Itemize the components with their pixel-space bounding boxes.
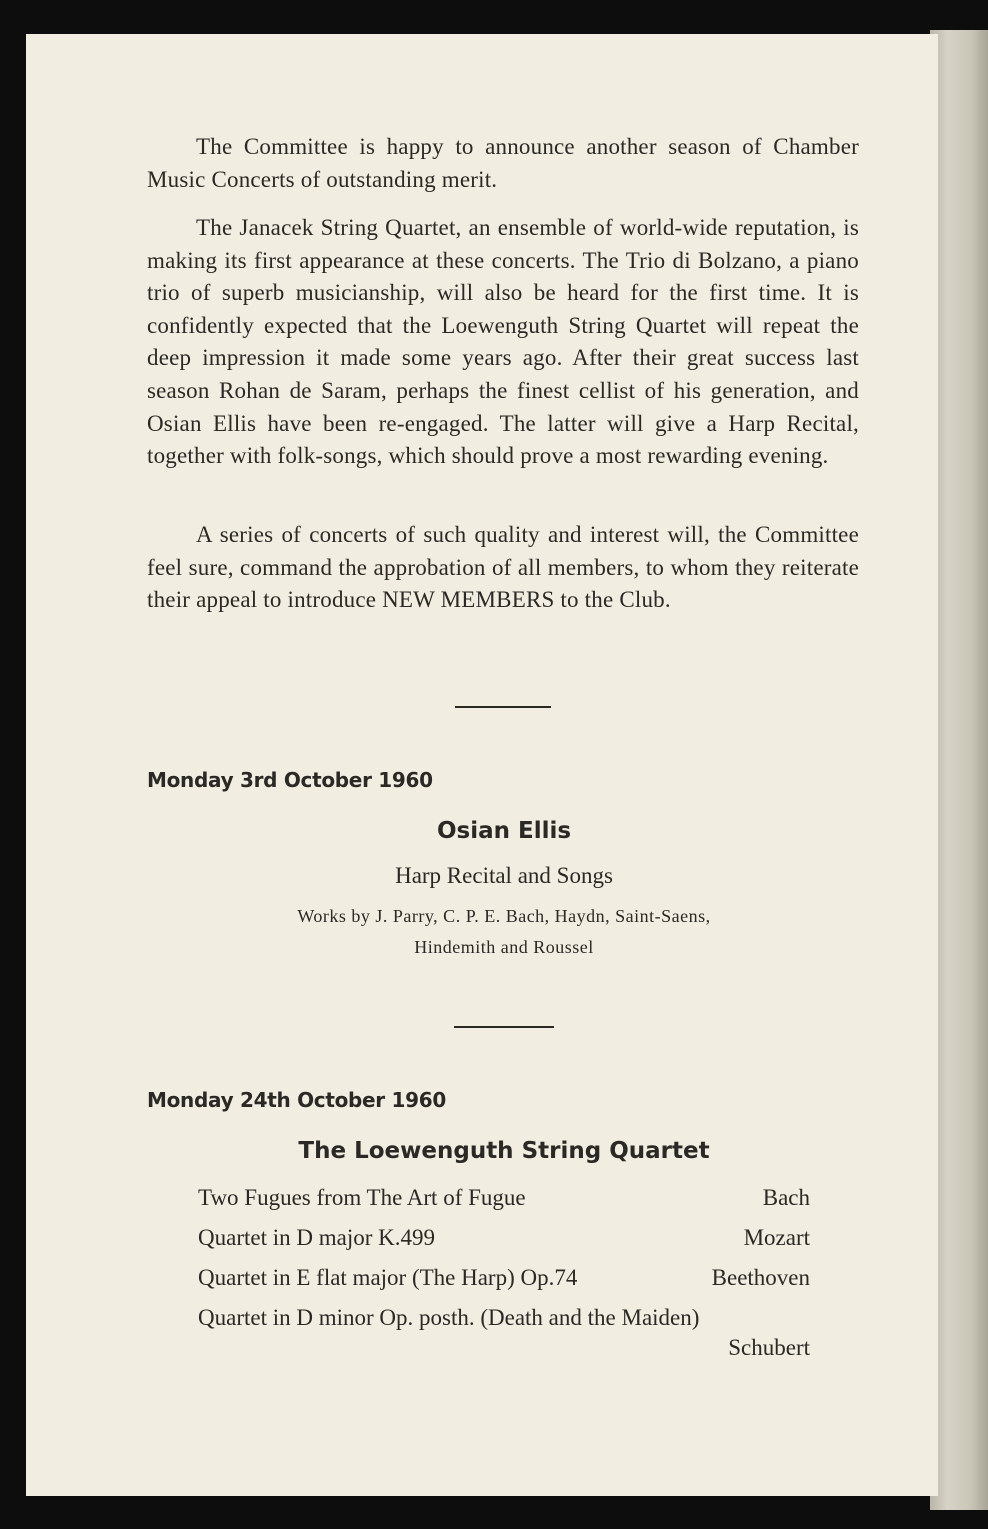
concert-2-date: Monday 24th October 1960 [147, 1088, 447, 1112]
concert-1-subtitle: Harp Recital and Songs [395, 863, 613, 888]
concert-1-works-line-2: Hindemith and Roussel [414, 937, 594, 957]
program-item-composer: Schubert [728, 1335, 810, 1360]
concert-1-date: Monday 3rd October 1960 [147, 768, 433, 792]
concert-1-performer: Osian Ellis [436, 818, 572, 844]
program-item-title: Two Fugues from The Art of Fugue [198, 1185, 526, 1210]
program-item-title: Quartet in D major K.499 [198, 1225, 435, 1250]
section-divider [455, 706, 551, 708]
program-item-composer: Beethoven [711, 1265, 810, 1290]
program-item-title: Quartet in E flat major (The Harp) Op.74 [198, 1265, 578, 1290]
section-divider [454, 1026, 554, 1028]
intro-paragraph-3: A series of concerts of such quality and interest will, the Committee feel sure, command the approbation of all members, to whom they reiterate their appeal to introduce NEW MEMBERS to the Club. [147, 522, 859, 613]
concert-1-works-line-1: Works by J. Parry, C. P. E. Bach, Haydn, Saint-Saens, [297, 906, 711, 926]
programme-page [26, 34, 938, 1496]
page-edge [930, 30, 988, 1510]
intro-paragraph-2: The Janacek String Quartet, an ensemble of world-wide reputation, is making its first appearance at these concerts. The Trio di Bolzano, a piano trio of superb musicianship, will also be heard for the first time. It is confidently expected that the Loewenguth String Quartet will repeat the deep impression it made some years ago. After their great success last season Rohan de Saram, perhaps the finest cellist of his generation, and Osian Ellis have been re-engaged. The latter will give a Harp Recital, together with folk-songs, which should prove a most rewarding evening. [147, 215, 859, 469]
program-item-composer: Mozart [743, 1225, 810, 1250]
program-item-composer: Bach [762, 1185, 810, 1210]
program-item-title: Quartet in D minor Op. posth. (Death and the Maiden) [198, 1305, 700, 1330]
concert-2-performer: The Loewenguth String Quartet [298, 1138, 710, 1164]
intro-paragraph-1: The Committee is happy to announce another season of Chamber Music Concerts of outstanding merit. [147, 134, 859, 192]
